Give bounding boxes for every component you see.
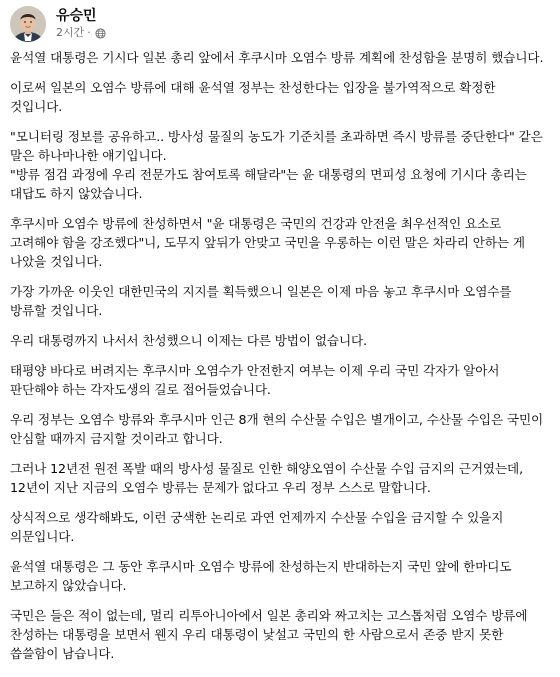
- post-paragraph-1: 윤석열 대통령은 기시다 일본 총리 앞에서 후쿠시마 오염수 방류 계획에 찬성함을 분명히 했습니다.: [10, 50, 544, 65]
- post-timestamp[interactable]: 2시간: [56, 26, 85, 39]
- author-name[interactable]: 유승민: [56, 8, 97, 24]
- post-paragraph-13: 국민은 들은 적이 없는데, 멀리 리투아니아에서 일본 총리와 짜고치는 고스톱처럼 오염수 방류에 찬성하는 대통령을 보면서 웬지 우리 대통령이 낯설고 국민의 한 사람으로서 존중 받지 못한 씁쓸함이 남습니다.: [10, 608, 528, 661]
- post-paragraph-5: 후쿠시마 오염수 방류에 찬성하면서 "윤 대통령은 국민의 건강과 안전을 최우선적인 요소로 고려해야 함을 강조했다"니, 도무지 앞뒤가 안맞고 국민을 우롱하는 이런 말은 차라리 안하는 게 나았을 것입니다.: [10, 216, 525, 269]
- post-header: [10, 6, 550, 46]
- post-paragraph-9: 우리 정부는 오염수 방류와 후쿠시마 인근 8개 현의 수산물 수입은 별개이고, 수산물 수입은 국민이 안심할 때까지 금지할 것이라고 합니다.: [10, 412, 544, 446]
- post-paragraph-4: "방류 점검 과정에 우리 전문가도 참여토록 해달라"는 윤 대통령의 면피성 요청에 기시다 총리는 대답도 하지 않았습니다.: [10, 167, 527, 201]
- author-avatar[interactable]: [10, 6, 46, 42]
- avatar-photo-icon: [10, 6, 46, 42]
- post-body: [10, 48, 550, 674]
- post-paragraph-10: 그러나 12년전 원전 폭발 때의 방사성 물질로 인한 해양오염이 수산물 수입 금지의 근거였는데, 12년이 지난 지금의 오염수 방류는 문제가 없다고 우리 정부 스스로 말합니다.: [10, 461, 523, 495]
- post-meta: [56, 26, 106, 40]
- post-paragraph-8: 태평양 바다로 버려지는 후쿠시마 오염수가 안전한지 여부는 이제 우리 국민 각자가 알아서 판단해야 하는 각자도생의 길로 접어들었습니다.: [10, 363, 500, 397]
- post-paragraph-11: 상식적으로 생각해봐도, 이런 궁색한 논리로 과연 언제까지 수산물 수입을 금지할 수 있을지 의문입니다.: [10, 510, 504, 544]
- post-paragraph-3: "모니터링 정보를 공유하고.. 방사성 물질의 농도가 기준치를 초과하면 즉시 방류를 중단한다" 같은 말은 하나마나한 얘기입니다.: [10, 129, 543, 163]
- globe-icon[interactable]: [95, 28, 106, 39]
- meta-separator: ·: [87, 26, 91, 39]
- post-paragraph-2: 이로써 일본의 오염수 방류에 대해 윤석열 정부는 찬성한다는 입장을 불가역적으로 확정한 것입니다.: [10, 80, 496, 114]
- post-paragraph-6: 가장 가까운 이웃인 대한민국의 지지를 획득했으니 일본은 이제 마음 놓고 후쿠시마 오염수를 방류할 것입니다.: [10, 284, 512, 318]
- post-paragraph-7: 우리 대통령까지 나서서 찬성했으니 이제는 다른 방법이 없습니다.: [10, 333, 367, 348]
- post-paragraph-12: 윤석열 대통령은 그 동안 후쿠시마 오염수 방류에 찬성하는지 반대하는지 국민 앞에 한마디도 보고하지 않았습니다.: [10, 559, 512, 593]
